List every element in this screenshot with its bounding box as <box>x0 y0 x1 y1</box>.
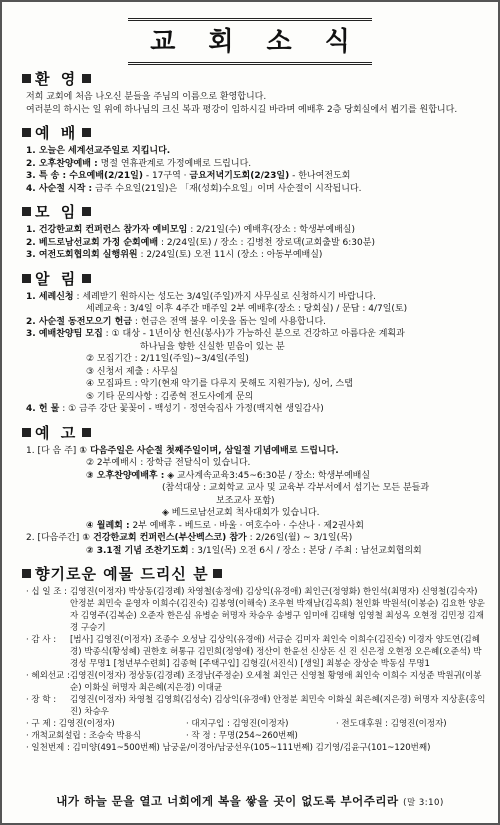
page-title: 교 회 소 식 <box>128 18 372 65</box>
meeting-heading-text: 모 임 <box>35 203 79 221</box>
news-item <box>26 291 488 304</box>
meeting-heading <box>18 201 488 222</box>
news-item-text: : ① 대상 - 1년이상 헌신(봉사)가 가능하신 분으로 건강하고 아름다운 계획과 <box>102 329 405 339</box>
offering-row <box>26 718 488 730</box>
worship-item <box>26 170 488 183</box>
notice-item-label: 1. [다 음 주] <box>26 445 77 456</box>
worship-item-label: 2. 오후찬양예배 : <box>26 158 98 169</box>
square-bullet-icon <box>82 128 91 137</box>
square-bullet-icon <box>82 274 91 283</box>
offering-relief: · 구 제 : 김영진(이정자) <box>26 719 115 729</box>
offering-heading-text: 향기로운 예물 드리신 분 <box>35 565 209 583</box>
news-item-sub: ② 모집기간 : 2/11일(주일)~3/4일(주일) <box>86 354 249 364</box>
meeting-item <box>26 224 488 237</box>
worship-item <box>26 158 488 171</box>
news-heading <box>18 268 488 289</box>
notice-item-text: 2부 예배후 - 베드로 · 바울 · 여호수아 · 수산나 · 제2권사회 <box>129 520 364 531</box>
notice-heading <box>18 422 488 443</box>
welcome-line: 여러분의 하시는 일 위에 하나님의 크신 복과 평강이 임하시길 바라며 예배후 2층 당회실에서 뵙기를 원합니다. <box>26 104 458 115</box>
worship-item <box>26 145 488 158</box>
news-item-sub: 하나님을 향한 신실한 믿음이 있는 분 <box>140 341 285 352</box>
meeting-item <box>26 249 488 262</box>
offering-names: 김영진(이정자) 정상동(김경례) 조경남(주정순) 오세철 최인근 신영철 황영애 최인숙 이희수 지성준 박원귀(이봉순) 이화실 허명자 최은혜(지은경) 이대균 <box>70 671 482 693</box>
worship-item-text: - 17구역 · <box>142 171 190 181</box>
notice-item-text: : 2/26일(월) ~ 3/1일(목) <box>246 533 353 543</box>
news-item-label: 4. 헌 물 <box>26 404 60 414</box>
offering-label: · 헤외선교 : <box>26 671 70 681</box>
news-item <box>26 328 488 341</box>
offering-evangelism: · 전도대후원 : 김영진(이정자) <box>336 719 447 729</box>
worship-item-text: 금요저녁기도회(2/23일) <box>189 171 290 181</box>
offering-names: [범사] 김영진(이정자) 조종수 오성남 김상익(유경애) 서금순 김미자 최인숙 이희수(김진숙) 이경자 양도연(김혜경) 박종식(황성혜) 권한호 허통규 김민희(정영애) 정산이 한윤선 신상돈 신 진 신은정 오현정 오은혜(오준석) 박경성 무명1 [청년부수련회] 김종혁 [주택구입] 김형길(서진식) [생일] 최봉순 장상순 박동심 무명1 <box>70 635 482 669</box>
news-item-text: : 헌금은 전액 불우 이웃을 돕는 일에 사용합니다. <box>132 316 326 327</box>
offering-names: 김영진(이정자) 박상동(김경례) 차영철(송정애) 김상익(유경애) 최인근(정영화) 한인석(최명자) 신영철(김숙자) 안정분 최민숙 윤영자 이희수(김진숙) 김봉영(이해숙) 조우현 박재남(김옥희) 천인화 박원석(이봉순) 김요한 양운자 김영주(김복순) 오준자 한은심 유병순 허명자 차승우 송병구 임미애 김태형 임영철 최성옥 오현정 김민정 김재경 구승기 <box>70 587 485 633</box>
offering-row <box>26 634 488 670</box>
meeting-item-text: : 2/21일(수) 예배후(장소 : 학생부예배실) <box>187 225 355 235</box>
worship-item-label: 3. 특 송 : <box>26 171 67 181</box>
welcome-heading-text: 환 영 <box>35 70 79 88</box>
notice-item-label: ④ 월례회 : <box>86 520 130 531</box>
notice-item-sub <box>86 470 488 483</box>
verse-text: 내가 하늘 문을 열고 너희에게 복을 쌓을 곳이 없도록 부어주리라 <box>56 794 399 808</box>
notice-item-text: ① 다음주일은 사순절 첫째주일이며, 삼일절 기념예배로 드립니다. <box>76 445 339 456</box>
news-item-sub: ④ 모집파트 : 악기(현재 악기를 다루지 못해도 지원가능), 싱어, 스탭 <box>86 379 353 389</box>
notice-item-sub: 보조교사 포함) <box>216 495 275 506</box>
worship-item-label: 4. 사순절 시작 : <box>26 183 93 194</box>
worship-item-text: 수요예배(2/21일) <box>66 171 143 181</box>
footer-verse <box>12 793 488 809</box>
offering-thousand: · 일천번제 : 김미양(491~500번째) 남궁윤/이경아/남궁선우(105~111번째) 김기영/김윤구(101~120번째) <box>26 743 431 753</box>
worship-heading <box>18 122 488 143</box>
square-bullet-icon <box>82 74 91 83</box>
notice-item-label: ② 3.1절 기념 조찬기도회 <box>86 545 189 556</box>
notice-item-sub: (참석대상 : 교회학교 교사 및 교육부 각부서에서 섬기는 모든 분들과 <box>162 483 430 493</box>
meeting-item-label: 1. 건강한교회 컨퍼런스 참가자 예비모임 <box>26 225 188 235</box>
offering-land: · 대지구입 : 김영진(이정자) <box>186 719 289 729</box>
news-item <box>26 316 488 329</box>
news-item-label: 1. 세례신청 <box>26 291 74 302</box>
news-item-sub: ③ 신청서 제출 : 사무실 <box>86 366 179 377</box>
square-bullet-icon <box>213 569 222 578</box>
offering-label: · 장 학 : <box>26 695 57 705</box>
offering-row <box>26 730 488 742</box>
square-bullet-icon <box>82 428 91 437</box>
notice-item-text: ◈ 교사계속교육3:45~6:30분 / 장소: 학생부예배실 <box>164 470 371 481</box>
verse-reference: (말 3:10) <box>403 798 444 808</box>
welcome-heading <box>18 68 488 89</box>
news-item-sub: ⑤ 기타 문의사항 : 김종혁 전도사에게 문의 <box>86 391 254 402</box>
notice-item-sub <box>86 520 488 533</box>
square-bullet-icon <box>22 569 31 578</box>
meeting-item-label: 2. 베드로남선교회 가정 순회예배 <box>26 237 159 248</box>
notice-item-sub: ② 2부예배시 : 장학금 전달식이 있습니다. <box>86 458 251 468</box>
meeting-item-text: : 2/24일(토) / 장소 : 김병천 장로댁(교회출발 6:30분) <box>158 237 375 248</box>
worship-item-text: 금주 수요일(21일)은 「재(성회)수요일」이며 사순절이 시작됩니다. <box>92 183 362 194</box>
square-bullet-icon <box>22 428 31 437</box>
news-item <box>26 403 488 416</box>
square-bullet-icon <box>22 274 31 283</box>
news-item-text: : 세례받기 원하시는 성도는 3/4일(주일)까지 사무실로 신청하시기 바랍니다. <box>73 291 377 302</box>
meeting-item-text: : 2/24일(토) 오전 11시 (장소 : 아동부예배실) <box>137 250 323 260</box>
news-item-text: : ① 금주 강단 꽃꽂이 - 백성기 · 정연숙집사 가정(백지현 생일감사) <box>59 404 324 414</box>
meeting-item-label: 3. 여전도회협의회 실행위원 <box>26 250 138 260</box>
news-item-label: 2. 사순절 동전모으기 헌금 <box>26 316 133 327</box>
notice-item <box>26 445 488 458</box>
notice-item-sub <box>86 545 488 558</box>
news-item-label: 3. 예배찬양팀 모집 <box>26 329 103 339</box>
worship-item-text: - 한나여전도회 <box>289 171 351 181</box>
notice-item-text: ① 건강한교회 컨퍼런스(부산벡스코) 참가 <box>79 533 247 543</box>
offering-row <box>26 742 488 754</box>
offering-pledge: · 작 정 : 무명(254~260번째) <box>186 731 298 741</box>
meeting-item <box>26 237 488 250</box>
notice-item-label: ③ 오후찬양예배후 : <box>86 470 165 481</box>
news-heading-text: 알 림 <box>35 269 79 288</box>
offering-row <box>26 694 488 718</box>
notice-item-label: 2. [다음주간] <box>26 533 80 543</box>
offering-label: · 감 사 : <box>26 635 57 645</box>
notice-item <box>26 532 488 545</box>
square-bullet-icon <box>82 207 91 216</box>
worship-item-text: 명절 연휴관계로 가정예배로 드립니다. <box>97 158 252 169</box>
notice-item-text: : 3/1일(목) 오전 6시 / 장소 : 본당 / 주최 : 남선교회협의회 <box>188 545 422 556</box>
offering-list <box>26 586 488 718</box>
square-bullet-icon <box>22 128 31 137</box>
worship-heading-text: 예 배 <box>35 124 79 142</box>
notice-heading-text: 예 고 <box>35 423 79 442</box>
welcome-line: 저희 교회에 처음 나오신 분들을 주님의 이름으로 환영합니다. <box>26 92 267 102</box>
square-bullet-icon <box>22 74 31 83</box>
news-item-sub: 세례교육 : 3/4일 이후 4주간 매주일 2부 예배후(장소 : 당회실) / 문답 : 4/7일(토) <box>86 304 408 314</box>
page-title-wrap <box>12 18 488 62</box>
notice-item-sub: ◈ 베드로남선교회 척사대회가 있습니다. <box>162 508 320 518</box>
offering-label: · 십 일 조 : <box>26 587 68 597</box>
offering-heading <box>18 563 488 584</box>
worship-item-text: 1. 오늘은 세계선교주일로 지킵니다. <box>26 146 171 156</box>
offering-row <box>26 586 488 634</box>
offering-names: 김영진(이정자) 차영철 김영희(김성숙) 김상익(유경애) 안정분 최민숙 이화실 최은혜(지은경) 허명자 지상훈(홍익진) 차승우 <box>70 695 486 717</box>
offering-row <box>26 670 488 694</box>
square-bullet-icon <box>22 207 31 216</box>
offering-church-planting: · 개척교회설립 : 조승숙 박용식 <box>26 731 141 741</box>
worship-item <box>26 183 488 196</box>
